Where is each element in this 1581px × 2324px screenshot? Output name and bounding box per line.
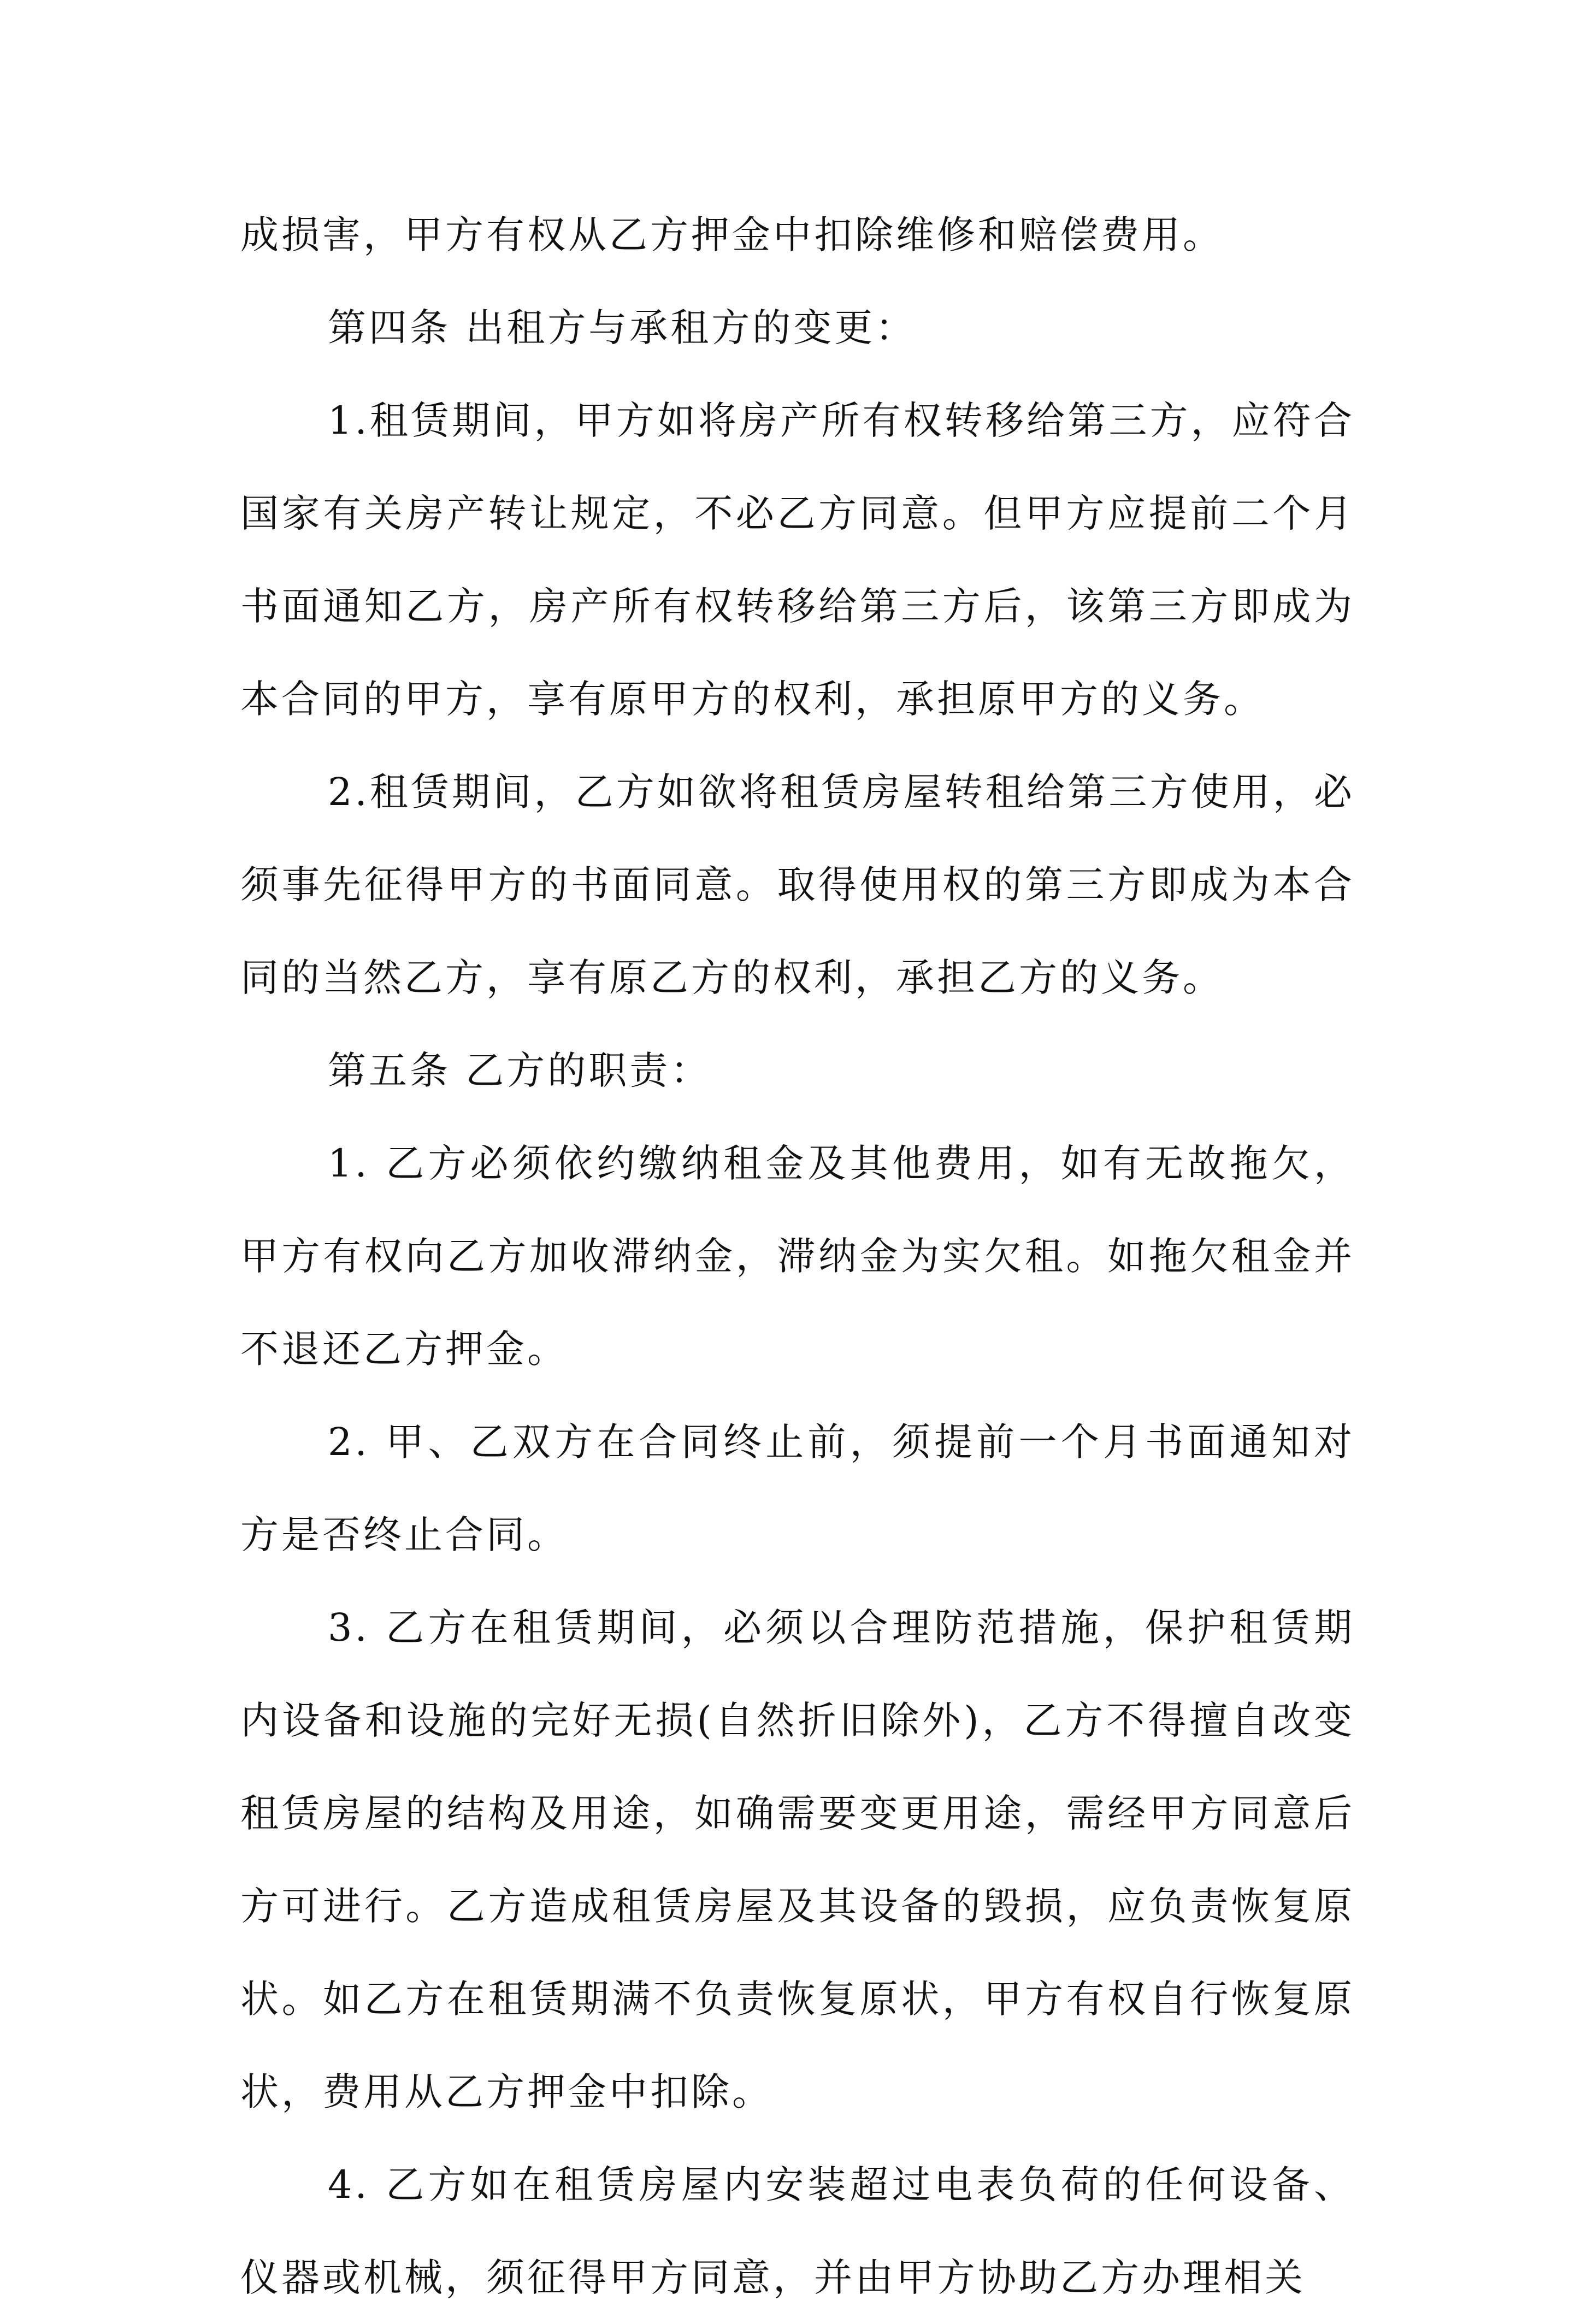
article-5-clause-4: 4. 乙方如在租赁房屋内安装超过电表负荷的任何设备、仪器或机械，须征得甲方同意，并由甲方协助乙方办理相关 (240, 2162, 1355, 2300)
article-4-heading: 第四条 出租方与承租方的变更： (328, 305, 917, 350)
paragraph-damage-continued: 成损害，甲方有权从乙方押金中扣除维修和赔偿费用。 (240, 212, 1224, 257)
article-4-clause-1: 1.租赁期间，甲方如将房产所有权转移给第三方，应符合国家有关房产转让规定，不必乙方同意。但甲方应提前二个月书面通知乙方，房产所有权转移给第三方后，该第三方即成为本合同的甲方，享有原甲方的权利，承担原甲方的义务。 (240, 398, 1355, 722)
article-5-clause-1: 1. 乙方必须依约缴纳租金及其他费用，如有无故拖欠，甲方有权向乙方加收滞纳金，滞纳金为实欠租。如拖欠租金并不退还乙方押金。 (240, 1141, 1355, 1371)
article-4-clause-2: 2.租赁期间，乙方如欲将租赁房屋转租给第三方使用，必须事先征得甲方的书面同意。取得使用权的第三方即成为本合同的当然乙方，享有原乙方的权利，承担乙方的义务。 (240, 770, 1355, 1000)
article-5-clause-3: 3. 乙方在租赁期间，必须以合理防范措施，保护租赁期内设备和设施的完好无损(自然折旧除外)，乙方不得擅自改变租赁房屋的结构及用途，如确需要变更用途，需经甲方同意后方可进行。乙方造成租赁房屋及其设备的毁损，应负责恢复原状。如乙方在租赁期满不负责恢复原状，甲方有权自行恢复原状，费用从乙方押金中扣除。 (240, 1605, 1355, 2114)
article-5-clause-2: 2. 甲、乙双方在合同终止前，须提前一个月书面通知对方是否终止合同。 (240, 1420, 1355, 1557)
contract-body (240, 188, 1355, 2324)
article-5-heading: 第五条 乙方的职责： (328, 1048, 712, 1093)
